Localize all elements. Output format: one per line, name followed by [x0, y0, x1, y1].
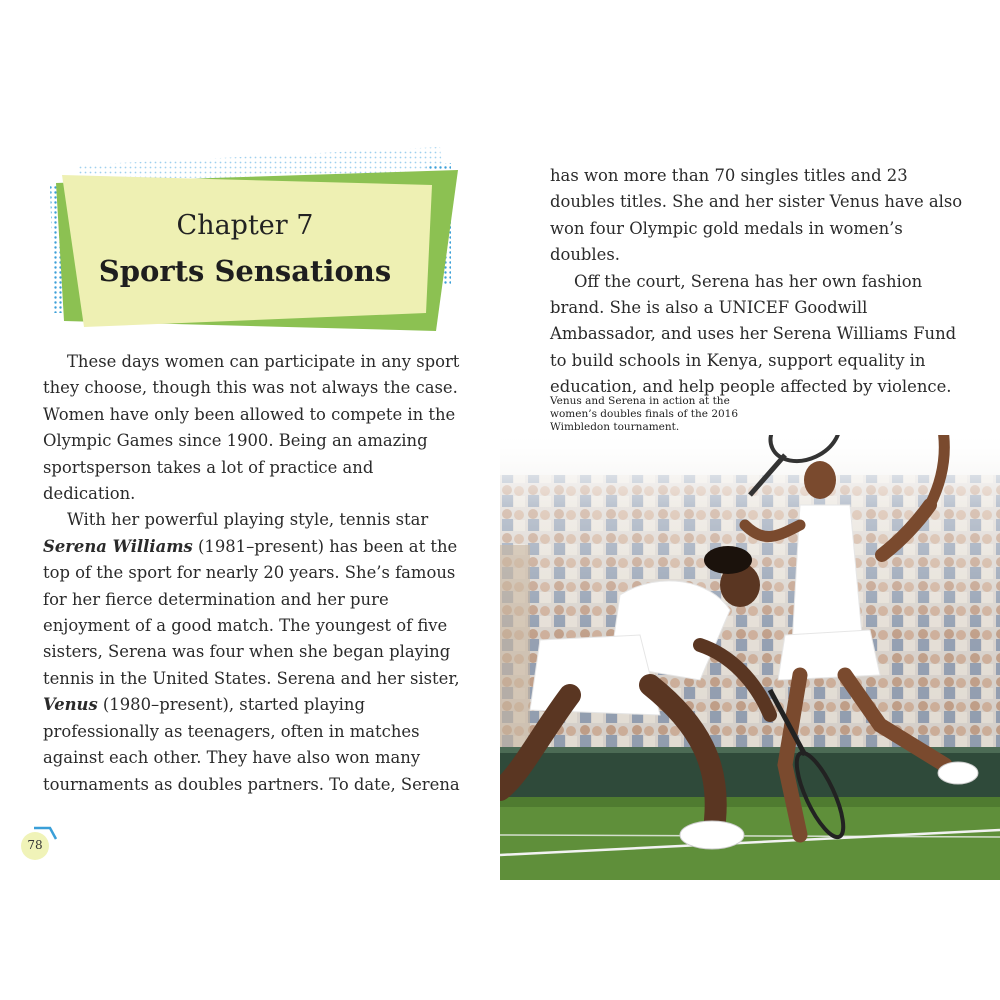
tennis-photo-illustration [500, 435, 1000, 880]
page-number: 78 [27, 838, 43, 852]
text-run: (1981–present) has been at the top of the sport for nearly 20 years. She’s famous for her fierce determination and her pure enjoyment of a good match. The youngest of five sisters, Serena was four when she began playing tennis in the United States. Serena and her sister, [43, 536, 460, 688]
right-page-text [550, 163, 965, 401]
chapter-banner [48, 145, 463, 340]
tennis-photo [500, 435, 1000, 880]
name-serena: Serena Williams [43, 536, 193, 556]
chapter-title: Sports Sensations [98, 254, 392, 288]
text-run: (1980–present), started playing professionally as teenagers, often in matches against each other. They have also won many tournaments as doubles partners. To date, Serena [43, 695, 460, 794]
text-run: With her powerful playing style, tennis star [67, 510, 429, 530]
photo-caption: Venus and Serena in action at the women’s doubles finals of the 2016 Wimbledon tournament. [550, 395, 739, 433]
paragraph: These days women can participate in any sport they choose, though this was not always the case. Women have only been allowed to compete in the Olympic Games since 1900. Being an amazing sportsperson takes a lot of practice and dedication. [43, 352, 460, 504]
banner-graphic [48, 145, 463, 340]
paragraph: Off the court, Serena has her own fashion brand. She is also a UNICEF Goodwill Ambassador, and uses her Serena Williams Fund to build schools in Kenya, support equality in education, and help people affected by violence. [550, 271, 957, 397]
paragraph [43, 507, 463, 797]
paragraph: has won more than 70 singles titles and 23 doubles titles. She and her sister Venus have also won four Olympic gold medals in women’s doubles. [550, 166, 963, 265]
chapter-label: Chapter 7 [176, 210, 314, 241]
name-venus: Venus [43, 695, 98, 715]
left-page-text [43, 349, 463, 798]
